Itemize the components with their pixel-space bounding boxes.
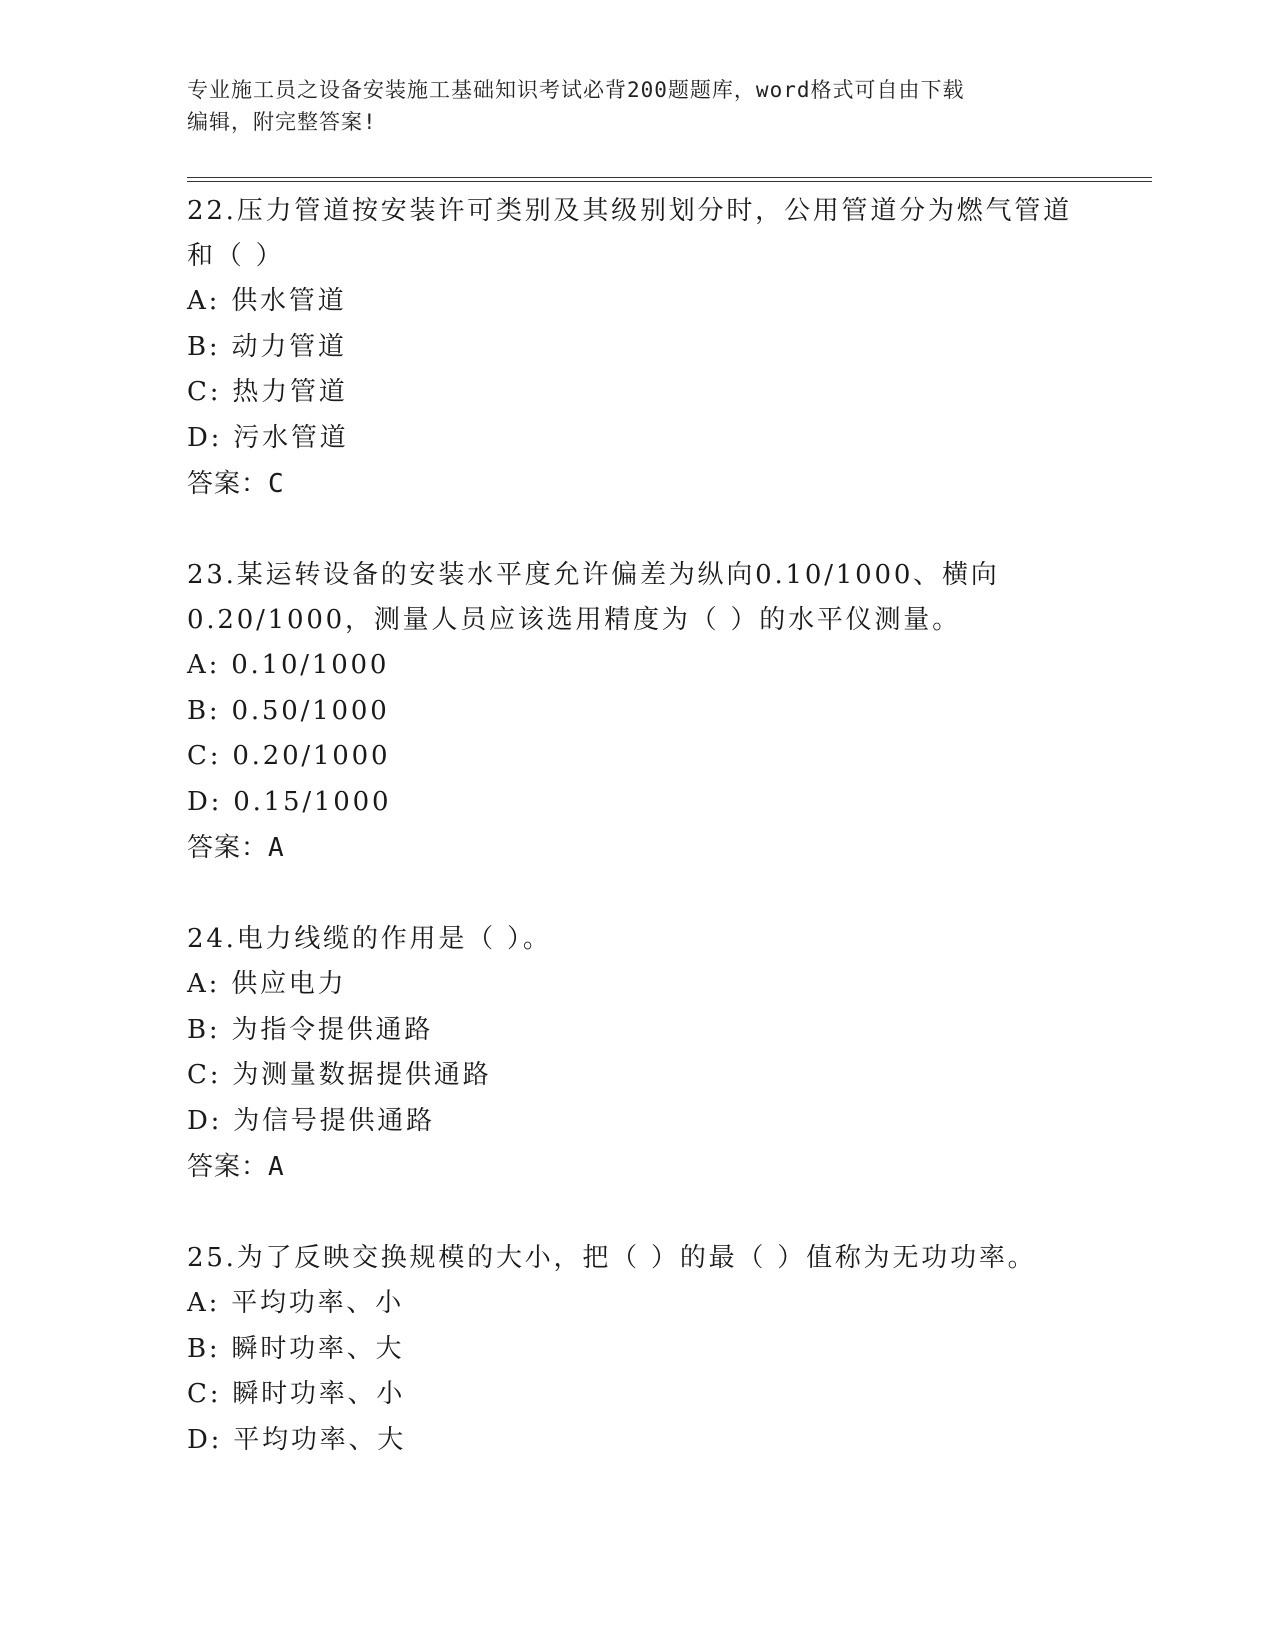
header-line-2: 编辑，附完整答案! xyxy=(187,110,377,134)
header-divider-thin xyxy=(187,181,1152,182)
header-line-1: 专业施工员之设备安装施工基础知识考试必背200题题库，word格式可自由下载 xyxy=(187,78,965,102)
question-22 xyxy=(187,189,1087,507)
option-a: A: 供水管道 xyxy=(187,286,347,316)
answer-text: 答案：A xyxy=(187,833,285,863)
option-d: D: 0.15/1000 xyxy=(187,786,392,817)
answer-text: 答案：C xyxy=(187,469,285,499)
document-header xyxy=(187,74,1067,138)
question-stem-continued: 0.20/1000，测量人员应该选用精度为（ ）的水平仪测量。 xyxy=(187,605,961,635)
question-stem: 23.某运转设备的安装水平度允许偏差为纵向0.10/1000、横向 xyxy=(187,560,1000,590)
option-a: A: 供应电力 xyxy=(187,969,347,999)
option-b: B: 0.50/1000 xyxy=(187,695,390,726)
option-b: B: 动力管道 xyxy=(187,331,347,362)
question-25 xyxy=(187,1236,1087,1463)
option-c: C: 0.20/1000 xyxy=(187,741,391,771)
answer-text: 答案：A xyxy=(187,1152,285,1182)
question-stem-continued: 和（ ） xyxy=(187,241,285,271)
question-stem: 24.电力线缆的作用是（ ）。 xyxy=(187,924,552,954)
option-a: A: 平均功率、小 xyxy=(187,1288,405,1318)
option-c: C: 瞬时功率、小 xyxy=(187,1379,406,1409)
option-d: D: 污水管道 xyxy=(187,422,349,453)
option-a: A: 0.10/1000 xyxy=(187,650,390,680)
option-b: B: 为指令提供通路 xyxy=(187,1014,434,1045)
option-d: D: 平均功率、大 xyxy=(187,1424,407,1455)
header-divider-thick xyxy=(187,177,1152,178)
option-d: D: 为信号提供通路 xyxy=(187,1105,435,1136)
question-24 xyxy=(187,917,1087,1190)
question-stem: 22.压力管道按安装许可类别及其级别划分时，公用管道分为燃气管道 xyxy=(187,196,1072,226)
option-c: C: 热力管道 xyxy=(187,377,348,407)
option-b: B: 瞬时功率、大 xyxy=(187,1333,405,1364)
question-stem: 25.为了反映交换规模的大小，把（ ）的最（ ）值称为无功功率。 xyxy=(187,1243,1037,1273)
question-23 xyxy=(187,553,1087,871)
question-list xyxy=(187,189,1087,1509)
option-c: C: 为测量数据提供通路 xyxy=(187,1060,492,1090)
